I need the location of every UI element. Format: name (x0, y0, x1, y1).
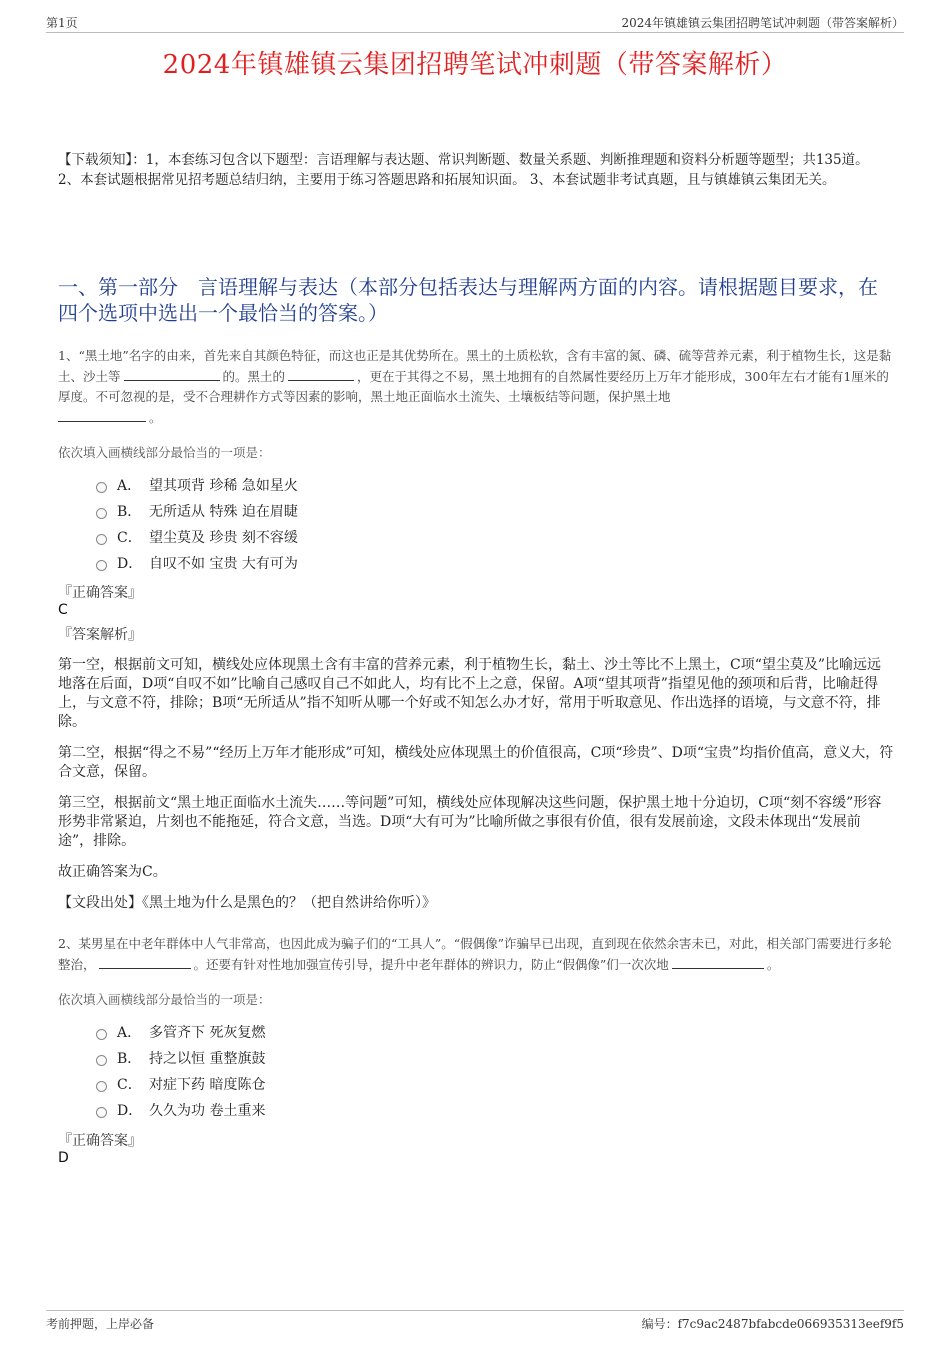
option-letter: D． (117, 556, 143, 572)
page-number: 第1页 (46, 16, 78, 30)
q1-analysis (58, 656, 894, 925)
q1-options (96, 472, 298, 576)
page-footer (46, 1310, 904, 1331)
option-letter: B． (117, 504, 142, 520)
q2-option-d[interactable] (96, 1097, 265, 1123)
question-2-stem (58, 934, 894, 975)
radio-icon[interactable] (96, 1029, 107, 1040)
q1-text-a: 1、“黑土地”名字的由来，首先来自其颜色特征，而这也正是其优势所在。黑土的土质松软，含有丰富的氮、磷、硫等营养元素，利于植物生长，这是黏土、沙土等 (58, 348, 892, 384)
radio-icon[interactable] (96, 534, 107, 545)
download-notice: 【下载须知】：1，本套练习包含以下题型：言语理解与表达题、常识判断题、数量关系题、判断推理题和资料分析题等题型；共135道。 2、本套试题根据常见招考题总结归纳，主要用于练习答题思路和拓展知识面。 3、本套试题非考试真题，且与镇雄镇云集团无关。 (58, 152, 869, 188)
q2-text-b: 。还要有针对性地加强宣传引导，提升中老年群体的辨识力，防止“假偶像”们一次次地 (193, 957, 669, 972)
option-letter: C． (117, 1077, 142, 1093)
q1-option-b[interactable] (96, 498, 298, 524)
q1-answer: C (58, 602, 68, 618)
footer-slogan: 考前押题，上岸必备 (46, 1317, 155, 1331)
option-text: 望其项背 珍稀 急如星火 (149, 478, 298, 494)
q2-text-a: 2、某男星在中老年群体中人气非常高，也因此成为骗子们的“工具人”。“假偶像”诈骗早已出现，直到现在依然余害未已，对此，相关部门需要进行多轮整治， (58, 936, 892, 972)
q2-option-c[interactable] (96, 1071, 265, 1097)
radio-icon[interactable] (96, 1055, 107, 1066)
option-text: 多管齐下 死灰复燃 (149, 1025, 266, 1041)
q2-blank-1[interactable] (99, 954, 191, 969)
q2-blank-2[interactable] (672, 954, 764, 969)
q1-answer-label: 『正确答案』 (58, 585, 142, 601)
analysis-source: 【文段出处】《黑土地为什么是黑色的？（把自然讲给你听）》 (58, 895, 436, 911)
option-letter: B． (117, 1051, 142, 1067)
q1-blank-3[interactable] (58, 407, 146, 422)
option-letter: C． (117, 530, 142, 546)
q1-blank-1[interactable] (124, 366, 220, 381)
q1-prompt: 依次填入画横线部分最恰当的一项是： (58, 445, 271, 460)
q2-answer-label: 『正确答案』 (58, 1133, 142, 1149)
q1-blank-2[interactable] (288, 366, 354, 381)
section-heading: 一、第一部分 言语理解与表达（本部分包括表达与理解两方面的内容。请根据题目要求，在四个选项中选出一个最恰当的答案。） (58, 275, 878, 325)
q1-option-a[interactable] (96, 472, 298, 498)
option-text: 望尘莫及 珍贵 刻不容缓 (149, 530, 298, 546)
q2-prompt: 依次填入画横线部分最恰当的一项是： (58, 992, 271, 1007)
analysis-paragraph: 第二空，根据“得之不易”“经历上万年才能形成”可知，横线处应体现黑土的价值很高，C项“珍贵”、D项“宝贵”均指价值高，意义大，符合文意，保留。 (58, 745, 894, 780)
radio-icon[interactable] (96, 1081, 107, 1092)
q1-option-d[interactable] (96, 550, 298, 576)
q2-option-b[interactable] (96, 1045, 265, 1071)
footer-serial: 编号：f7c9ac2487bfabcde066935313eef9f5 (641, 1317, 904, 1331)
option-text: 无所适从 特殊 迫在眉睫 (149, 504, 298, 520)
document-title: 2024年镇雄镇云集团招聘笔试冲刺题（带答案解析） (162, 50, 788, 80)
option-text: 自叹不如 宝贵 大有可为 (149, 556, 298, 572)
q2-options (96, 1019, 265, 1123)
q2-answer: D (58, 1150, 69, 1166)
option-letter: A． (117, 478, 142, 494)
q1-text-b: 的。黑土的 (222, 369, 286, 384)
header-doc-title: 2024年镇雄镇云集团招聘笔试冲刺题（带答案解析） (621, 16, 904, 30)
question-1-stem (58, 346, 894, 428)
q1-text-d: 。 (149, 410, 162, 425)
q2-text-c: 。 (766, 957, 780, 972)
q2-option-a[interactable] (96, 1019, 265, 1045)
analysis-paragraph: 第三空，根据前文“黑土地正面临水土流失……等问题”可知，横线处应体现解决这些问题，保护黑土地十分迫切，C项“刻不容缓”形容形势非常紧迫，片刻也不能拖延，符合文意，当选。D项“大有可为”比喻所做之事很有价值，很有发展前途，文段未体现出“发展前途”，排除。 (58, 795, 882, 849)
page-header (46, 14, 904, 33)
option-letter: A． (117, 1025, 142, 1041)
q1-analysis-label: 『答案解析』 (58, 627, 142, 643)
q1-text-c: ，更在于其得之不易，黑土地拥有的自然属性要经历上万年才能形成，300年左右才能有1厘米的厚度。不可忽视的是，受不合理耕作方式等因素的影响，黑土地正面临水土流失、土壤板结等问题，保护黑土地 (58, 369, 889, 404)
option-text: 久久为功 卷土重来 (149, 1103, 266, 1119)
radio-icon[interactable] (96, 508, 107, 519)
analysis-paragraph: 故正确答案为C。 (58, 864, 167, 880)
option-text: 持之以恒 重整旗鼓 (149, 1051, 266, 1067)
radio-icon[interactable] (96, 1107, 107, 1118)
q1-option-c[interactable] (96, 524, 298, 550)
radio-icon[interactable] (96, 560, 107, 571)
option-letter: D． (117, 1103, 143, 1119)
analysis-paragraph: 第一空，根据前文可知，横线处应体现黑土含有丰富的营养元素，利于植物生长，黏土、沙土等比不上黑土，C项“望尘莫及”比喻远远地落在后面，D项“自叹不如”比喻自己感叹自己不如此人，均有比不上之意，保留。A项“望其项背”指望见他的颈项和后背，比喻赶得上，与文意不符，排除；B项“无所适从”指不知听从哪一个好或不知怎么办才好，常用于听取意见、作出选择的语境，与文意不符，排除。 (58, 657, 882, 730)
radio-icon[interactable] (96, 482, 107, 493)
option-text: 对症下药 暗度陈仓 (149, 1077, 266, 1093)
